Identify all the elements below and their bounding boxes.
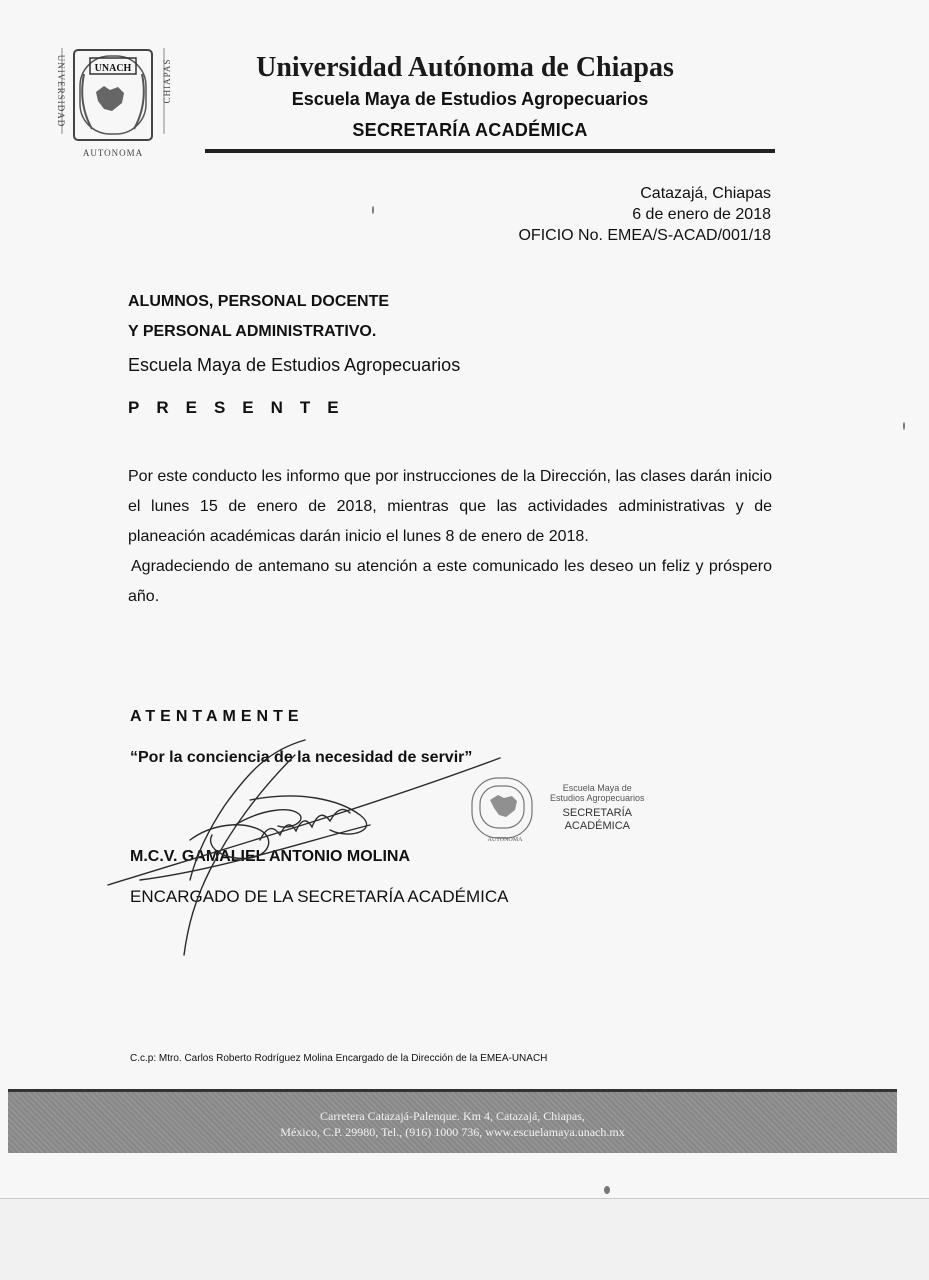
letter-body <box>128 462 772 612</box>
stamp-line-4: ACADÉMICA <box>564 820 630 832</box>
unach-seal-icon <box>48 44 178 164</box>
footer-band <box>8 1089 897 1153</box>
stamp-seal-text: AUTONOMA <box>487 837 523 843</box>
logo-right-text: CHIAPAS <box>162 58 172 104</box>
body-paragraph-2: Agradeciendo de antemano su atención a este comunicado les deseo un feliz y próspero año. <box>128 558 772 605</box>
logo-badge-text: UNACH <box>94 63 132 74</box>
logo-bottom-text: AUTONOMA <box>82 148 144 158</box>
header-divider <box>205 149 775 153</box>
scan-speck <box>372 206 374 214</box>
footer-line-1: Carretera Catazajá-Palenque. Km 4, Catazajá, Chiapas, <box>320 1109 585 1123</box>
body-paragraph-1: Por este conducto les informo que por instrucciones de la Dirección, las clases darán inicio el lunes 15 de enero de 2018, mientras que las actividades administrativas y de planeación académicas darán inicio el lunes 8 de enero de 2018. <box>128 468 772 545</box>
department-title: SECRETARÍA ACADÉMICA <box>352 120 588 140</box>
recipient-line-1: ALUMNOS, PERSONAL DOCENTE <box>128 293 390 310</box>
school-title: Escuela Maya de Estudios Agropecuarios <box>291 89 649 109</box>
stamp-line-2: Estudios Agropecuarios <box>550 793 645 803</box>
oficio-number: OFICIO No. EMEA/S-ACAD/001/18 <box>518 227 771 244</box>
place: Catazajá, Chiapas <box>640 185 771 202</box>
stamp-line-1: Escuela Maya de <box>562 783 632 793</box>
signer-name: M.C.V. GAMALIEL ANTONIO MOLINA <box>130 848 411 865</box>
unach-logo <box>48 44 178 164</box>
presente-label: PRESENTE <box>128 398 356 417</box>
ccp-note: C.c.p: Mtro. Carlos Roberto Rodríguez Molina Encargado de la Dirección de la EMEA-UNACH <box>130 1053 548 1064</box>
stamp-line-3: SECRETARÍA <box>562 807 633 819</box>
logo-left-text: UNIVERSIDAD <box>56 54 66 128</box>
recipient-line-2: Y PERSONAL ADMINISTRATIVO. <box>128 323 377 340</box>
scan-speck <box>604 1186 610 1194</box>
date: 6 de enero de 2018 <box>632 206 771 223</box>
stamp-text <box>550 783 645 833</box>
university-title: Universidad Autónoma de Chiapas <box>256 52 674 83</box>
motto: “Por la conciencia de la necesidad de servir” <box>130 749 473 766</box>
place-date-block <box>518 183 771 246</box>
footer-address <box>8 1108 897 1140</box>
atentamente-label: ATENTAMENTE <box>130 708 304 725</box>
signer-role: ENCARGADO DE LA SECRETARÍA ACADÉMICA <box>130 887 509 906</box>
footer-line-2: México, C.P. 29980, Tel., (916) 1000 736, www.escuelamaya.unach.mx <box>280 1125 625 1139</box>
scan-speck <box>903 422 905 430</box>
recipient-school: Escuela Maya de Estudios Agropecuarios <box>128 355 461 375</box>
